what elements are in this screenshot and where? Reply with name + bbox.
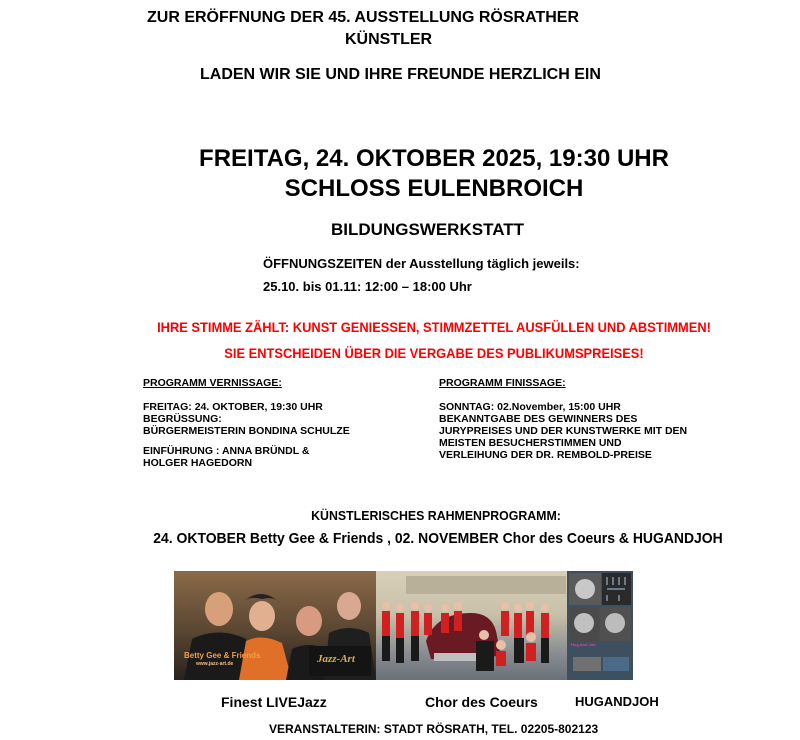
betty-gee-photo <box>174 571 376 680</box>
rahmenprogramm-line: 24. OKTOBER Betty Gee & Friends , 02. NOVEMBER Chor des Coeurs & HUGANDJOH <box>153 530 723 547</box>
header-line-3: LADEN WIR SIE UND IHRE FREUNDE HERZLICH EIN <box>200 66 601 83</box>
jazz-art-logo: Jazz-Art <box>317 653 355 665</box>
event-date: FREITAG, 24. OKTOBER 2025, 19:30 UHR <box>199 145 669 172</box>
event-room: BILDUNGSWERKSTATT <box>331 220 524 239</box>
rahmenprogramm-heading: KÜNSTLERISCHES RAHMENPROGRAMM: <box>311 508 561 523</box>
choir-photo <box>376 571 567 680</box>
finissage-block <box>439 401 687 461</box>
header-line-2: KÜNSTLER <box>345 31 433 48</box>
caption-hugandjoh: HUGANDJOH <box>575 694 659 709</box>
opening-hours-label: ÖFFNUNGSZEITEN der Ausstellung täglich jeweils: <box>263 256 580 271</box>
vernissage-section <box>143 377 350 477</box>
finissage-line: VERLEIHUNG DER DR. REMBOLD-PREISE <box>439 449 652 461</box>
header-line-1: ZUR ERÖFFNUNG DER 45. AUSSTELLUNG RÖSRATHER <box>147 9 580 26</box>
vernissage-greeting-label: BEGRÜSSUNG: <box>143 413 222 425</box>
vote-line-1: IHRE STIMME ZÄHLT: KUNST GENIESSEN, STIMMZETTEL AUSFÜLLEN UND ABSTIMMEN! <box>157 319 711 335</box>
vernissage-block-2 <box>143 445 350 469</box>
vernissage-heading: PROGRAMM VERNISSAGE: <box>143 377 282 389</box>
caption-choir: Chor des Coeurs <box>425 694 538 710</box>
vernissage-greeting-person: BÜRGERMEISTERIN BONDINA SCHULZE <box>143 425 350 437</box>
finissage-section <box>439 377 687 469</box>
vernissage-date: FREITAG: 24. OKTOBER, 19:30 UHR <box>143 401 323 413</box>
finissage-line: MEISTEN BESUCHERSTIMMEN UND <box>439 437 622 449</box>
hugandjoh-portraits <box>567 571 633 680</box>
vernissage-block-1 <box>143 401 350 437</box>
footer-organizer: VERANSTALTERIN: STADT RÖSRATH, TEL. 02205-802123 <box>269 722 599 736</box>
caption-betty: Finest LIVEJazz <box>221 694 327 710</box>
finissage-line: JURYPREISES UND DER KUNSTWERKE MIT DEN <box>439 425 688 437</box>
hugandjoh-title: Hug And Joh <box>571 642 596 647</box>
finissage-line: BEKANNTGABE DES GEWINNERS DES <box>439 413 638 425</box>
vernissage-intro-line-2: HOLGER HAGEDORN <box>143 457 253 469</box>
opening-hours-value: 25.10. bis 01.11: 12:00 – 18:00 Uhr <box>263 279 472 294</box>
betty-overlay-url: www.jazz-art.de <box>196 661 234 667</box>
vernissage-intro-line-1: EINFÜHRUNG : ANNA BRÜNDL & <box>143 445 310 457</box>
event-venue: SCHLOSS EULENBROICH <box>284 175 584 202</box>
hugandjoh-photo <box>567 571 633 680</box>
betty-overlay-title: Betty Gee & Friends <box>184 651 261 660</box>
finissage-heading: PROGRAMM FINISSAGE: <box>439 377 566 389</box>
vote-line-2: SIE ENTSCHEIDEN ÜBER DIE VERGABE DES PUBLIKUMSPREISES! <box>224 345 644 361</box>
choir-figures <box>376 571 567 680</box>
finissage-line: SONNTAG: 02.November, 15:00 UHR <box>439 401 621 413</box>
